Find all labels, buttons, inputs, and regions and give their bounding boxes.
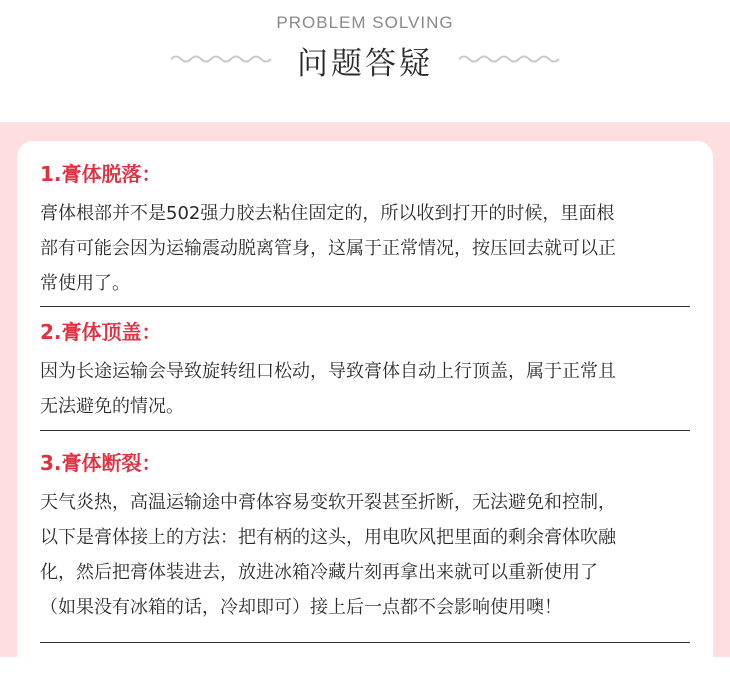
faq-answer-line: 无法避免的情况。: [40, 396, 184, 417]
faq-answer-line: 因为长途运输会导致旋转纽口松动，导致膏体自动上行顶盖，属于正常且: [40, 361, 616, 382]
faq-answer-line: 以下是膏体接上的方法：把有柄的这头，用电吹风把里面的剩余膏体吹融: [40, 527, 616, 548]
faq-answer-line: （如果没有冰箱的话，冷却即可）接上后一点都不会影响使用噢！: [40, 597, 562, 618]
faq-section-2: [40, 318, 695, 424]
faq-section-3: [40, 449, 695, 625]
faq-answer-line: 部有可能会因为运输震动脱离管身，这属于正常情况，按压回去就可以正: [40, 238, 616, 259]
header-subtitle: PROBLEM SOLVING: [276, 13, 454, 32]
faq-section-title: 2.膏体顶盖：: [40, 320, 162, 344]
section-divider: [40, 642, 690, 643]
faq-answer-line: 化，然后把膏体装进去，放进冰箱冷藏片刻再拿出来就可以重新使用了: [40, 562, 598, 583]
page-title: 问题答疑: [297, 46, 433, 82]
faq-answer-line: 天气炎热，高温运输途中膏体容易变软开裂甚至折断，无法避免和控制，: [40, 492, 616, 513]
faq-section-title: 1.膏体脱落：: [40, 162, 162, 186]
section-divider: [40, 306, 690, 307]
faq-answer-line: 常使用了。: [40, 273, 130, 294]
page-header: [0, 0, 730, 122]
faq-section-1: [40, 160, 695, 301]
faq-section-title: 3.膏体断裂：: [40, 451, 162, 475]
faq-answer-line: 膏体根部并不是502强力胶去粘住固定的，所以收到打开的时候，里面根: [40, 203, 615, 224]
wavy-decoration-right: [458, 53, 560, 65]
section-divider: [40, 430, 690, 431]
